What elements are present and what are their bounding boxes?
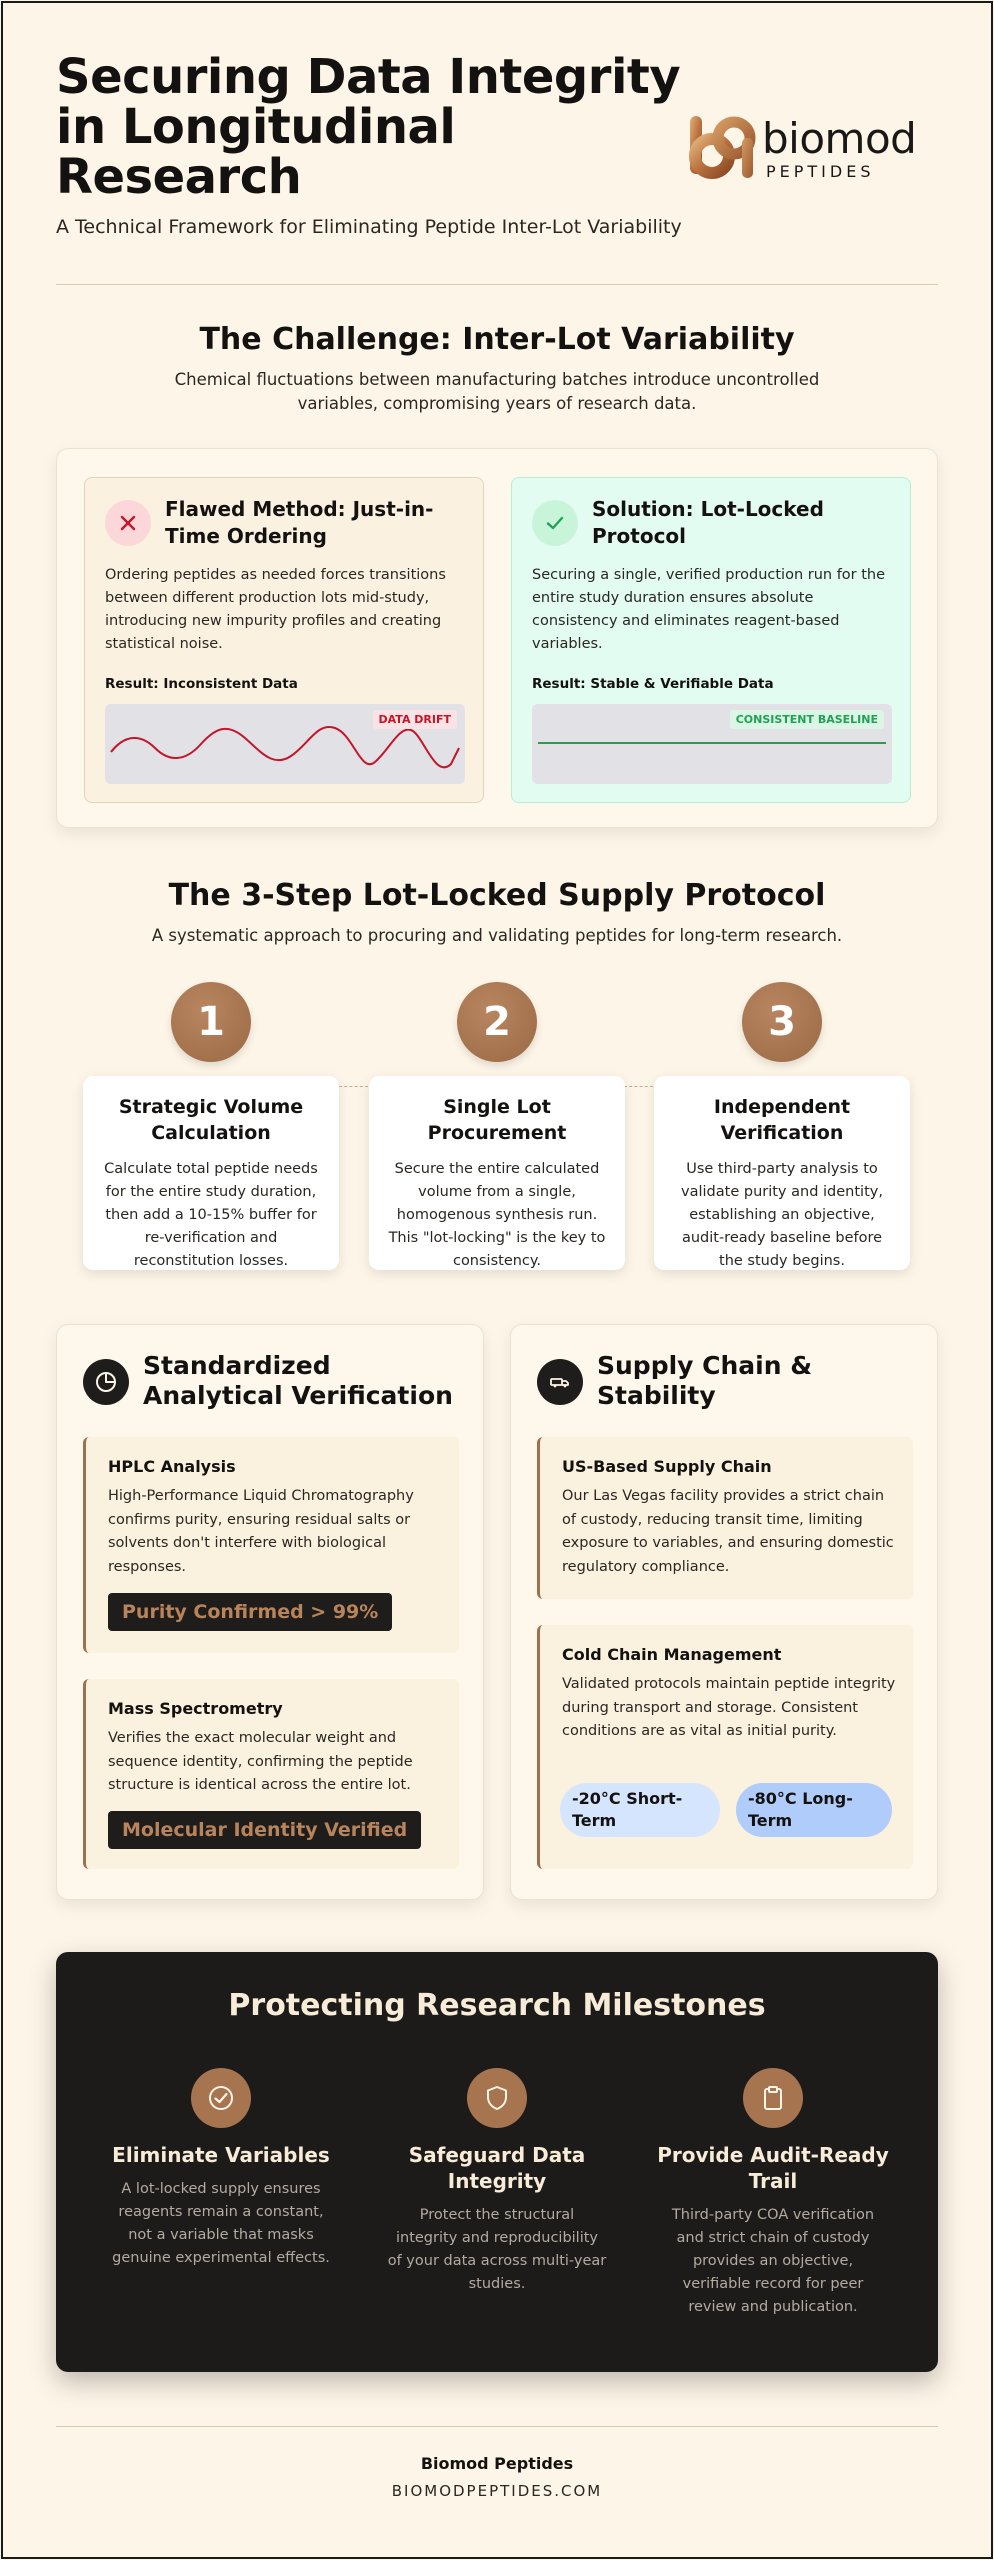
- milestone-3-desc: Third-party COA verification and strict chain of custody provides an objective, verifiable record for peer review and publication.: [671, 2207, 875, 2315]
- long-term-storage-pill: -80°C Long-Term: [736, 1783, 892, 1837]
- mass-spectrometry-box: [83, 1679, 459, 1869]
- step-connector: [624, 1086, 653, 1087]
- page-title: Securing Data Integrity in Longitudinal Research: [56, 49, 681, 205]
- pie-chart-icon: [83, 1359, 129, 1405]
- verification-title: Standardized Analytical Verification: [143, 1351, 453, 1410]
- check-icon: [532, 500, 578, 546]
- protocol-subtitle: A systematic approach to procuring and validating peptides for long-term research.: [151, 926, 843, 945]
- step-3-number: 3: [742, 982, 822, 1062]
- mass-spec-title: Mass Spectrometry: [108, 1699, 283, 1718]
- milestones-card: [56, 1952, 938, 2372]
- us-supply-chain-box: [537, 1437, 913, 1599]
- step-3-title: Independent Verification: [713, 1096, 851, 1144]
- step-3-desc: Use third-party analysis to validate purity and identity, establishing an objective, audit-ready baseline before the study begins.: [681, 1161, 883, 1269]
- milestone-2-title: Safeguard Data Integrity: [408, 2143, 586, 2193]
- identity-badge: Molecular Identity Verified: [108, 1811, 421, 1849]
- header: [56, 49, 938, 252]
- step-1-card: [83, 1076, 339, 1270]
- truck-icon: [537, 1359, 583, 1405]
- cold-chain-title: Cold Chain Management: [562, 1645, 782, 1664]
- data-drift-tag: DATA DRIFT: [373, 710, 458, 729]
- biomod-logo[interactable]: [688, 114, 938, 184]
- step-connector: [339, 1086, 368, 1087]
- footer-divider: [56, 2426, 938, 2427]
- hplc-desc: High-Performance Liquid Chromatography confirms purity, ensuring residual salts or solvents don't interfere with biological responses.: [108, 1488, 414, 1575]
- footer-company-name: Biomod Peptides: [420, 2454, 574, 2473]
- footer-website-link[interactable]: BIOMODPEPTIDES.COM: [391, 2482, 603, 2500]
- milestone-1-title: Eliminate Variables: [112, 2143, 330, 2167]
- mass-spec-desc: Verifies the exact molecular weight and sequence identity, confirming the peptide structure is identical across the entire lot.: [108, 1730, 413, 1793]
- flawed-method-title: Flawed Method: Just-in-Time Ordering: [165, 497, 434, 548]
- hplc-analysis-box: [83, 1437, 459, 1653]
- challenge-subtitle: Chemical fluctuations between manufacturing batches introduce uncontrolled variables, compromising years of research data.: [174, 370, 820, 413]
- analytical-verification-panel: [56, 1324, 484, 1900]
- step-1-desc: Calculate total peptide needs for the entire study duration, then add a 10-15% buffer for re-verification and reconstitution losses.: [104, 1161, 318, 1269]
- hplc-title: HPLC Analysis: [108, 1457, 236, 1476]
- solution-method-title: Solution: Lot-Locked Protocol: [592, 497, 824, 548]
- logo-wordmark: biomod: [762, 114, 917, 163]
- step-1-title: Strategic Volume Calculation: [118, 1096, 304, 1144]
- clipboard-icon: [743, 2068, 803, 2128]
- us-supply-title: US-Based Supply Chain: [562, 1457, 772, 1476]
- shield-icon: [467, 2068, 527, 2128]
- step-2-title: Single Lot Procurement: [427, 1096, 567, 1144]
- solution-method-result: Result: Stable & Verifiable Data: [532, 676, 774, 692]
- challenge-card: [56, 448, 938, 828]
- flawed-method-result: Result: Inconsistent Data: [105, 676, 298, 692]
- consistent-baseline-tag: CONSISTENT BASELINE: [730, 710, 884, 729]
- purity-badge: Purity Confirmed > 99%: [108, 1593, 392, 1631]
- page-subtitle: A Technical Framework for Eliminating Peptide Inter-Lot Variability: [56, 216, 682, 238]
- data-drift-graph: [105, 704, 465, 784]
- flawed-method-desc: Ordering peptides as needed forces transitions between different production lots mid-study, introducing new impurity profiles and creating statistical noise.: [105, 567, 446, 652]
- milestone-2-desc: Protect the structural integrity and reproducibility of your data across multi-year studies.: [387, 2207, 607, 2292]
- divider: [56, 284, 938, 285]
- x-icon: [105, 500, 151, 546]
- protocol-title: The 3-Step Lot-Locked Supply Protocol: [168, 878, 826, 913]
- milestone-3-title: Provide Audit-Ready Trail: [657, 2143, 889, 2193]
- check-circle-icon: [191, 2068, 251, 2128]
- bp-monogram-icon: [688, 114, 756, 180]
- step-2-number: 2: [457, 982, 537, 1062]
- flawed-method-card: [84, 477, 484, 803]
- solution-method-desc: Securing a single, verified production run for the entire study duration ensures absolute consistency and eliminates reagent-based variables.: [532, 567, 886, 652]
- short-term-storage-pill: -20°C Short-Term: [560, 1783, 720, 1837]
- us-supply-desc: Our Las Vegas facility provides a strict chain of custody, reducing transit time, limiting exposure to variables, and ensuring domestic regulatory compliance.: [562, 1488, 894, 1575]
- consistent-baseline-graph: [532, 704, 892, 784]
- step-2-desc: Secure the entire calculated volume from a single, homogenous synthesis run. This "lot-locking" is the key to consistency.: [388, 1161, 606, 1269]
- step-1-number: 1: [171, 982, 251, 1062]
- baseline-line: [538, 742, 886, 744]
- step-3-card: [654, 1076, 910, 1270]
- cold-chain-desc: Validated protocols maintain peptide integrity during transport and storage. Consistent conditions are as vital as initial purity.: [562, 1676, 896, 1739]
- supply-chain-panel: [510, 1324, 938, 1900]
- step-2-card: [369, 1076, 625, 1270]
- logo-subtitle: PEPTIDES: [766, 162, 875, 181]
- milestone-1-desc: A lot-locked supply ensures reagents remain a constant, not a variable that masks genuine experimental effects.: [112, 2181, 330, 2266]
- challenge-title: The Challenge: Inter-Lot Variability: [199, 322, 795, 357]
- supply-title: Supply Chain & Stability: [597, 1351, 813, 1410]
- cold-chain-box: [537, 1625, 913, 1869]
- solution-method-card: [511, 477, 911, 803]
- milestones-title: Protecting Research Milestones: [228, 1988, 766, 2023]
